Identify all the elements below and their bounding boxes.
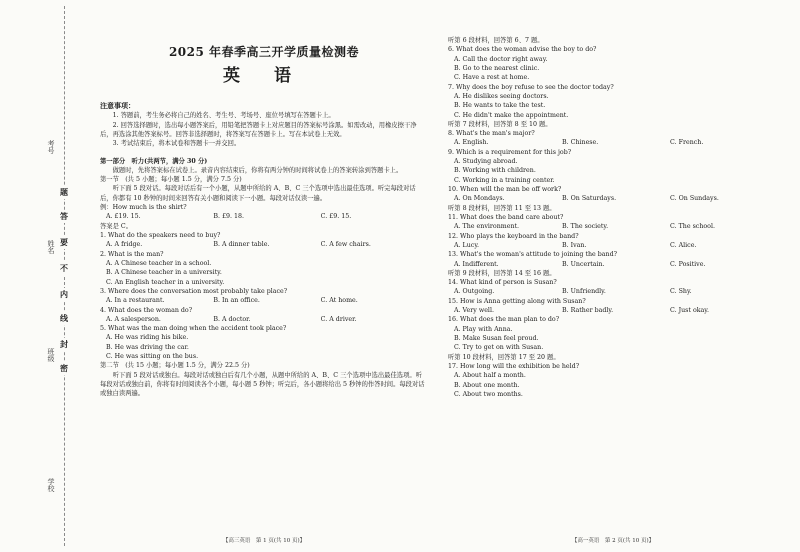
option: C. Have a rest at home. [454, 74, 530, 82]
option: C. Try to get on with Susan. [454, 344, 544, 352]
option: C. Working in a training center. [454, 176, 555, 184]
part1-intro: 做题时，先将答案标在试卷上。录音内容结束后，你将有两分钟的时间将试卷上的答案转涂到答题卡上。 [112, 166, 403, 174]
material-9-heading: 听第 9 段材料，回答第 14 至 16 题。 [448, 269, 556, 277]
option: A. On Mondays. [454, 195, 505, 203]
notice-item: 3. 考试结束后，将本试卷和答题卡一并交回。 [112, 140, 241, 148]
option: A. He was riding his bike. [106, 334, 189, 342]
option: C. The school. [670, 223, 715, 231]
page-1-column [100, 0, 428, 544]
seal-char: 内 [60, 289, 68, 299]
option: A. £19. 15. [106, 213, 141, 221]
name-label: 姓名 [47, 240, 55, 254]
option: B. About one month. [454, 381, 520, 389]
section2-intro: 听下面 5 段对话或独白。每段对话或独白后有几个小题，从题中所给的 A、B、C 三个选项中选出最佳选项。听每段对话或独白前，你将有时间阅读各个小题，每小题 5 秒钟；听完后，各小题将给出 5 秒钟的作答时间。每段对话或独白读两遍。 [100, 371, 425, 398]
option: B. Make Susan feel proud. [454, 335, 539, 342]
option: A. Lucy. [454, 241, 480, 249]
question-14: 14. What kind of person is Susan? [448, 279, 557, 287]
exam-number-label: 考号 [47, 140, 55, 154]
seal-dashed-line [64, 6, 65, 546]
question-11: 11. What does the band care about? [448, 213, 564, 221]
question-12: 12. Who plays the keyboard in the band? [448, 232, 579, 240]
option: A. About half a month. [454, 372, 526, 380]
question-1: 1. What do the speakers need to buy? [100, 232, 221, 240]
question-10-options [448, 194, 778, 203]
section1-heading: 第一节 (共 5 小题；每小题 1.5 分，满分 7.5 分) [100, 176, 242, 184]
question-1-options [100, 240, 428, 249]
school-label: 学校 [47, 478, 55, 492]
question-5: 5. What was the man doing when the accident took place? [100, 325, 287, 333]
question-8-options [448, 138, 778, 147]
question-17-options [448, 371, 778, 399]
option: B. A dinner table. [213, 241, 270, 249]
option: A. Call the doctor right away. [454, 55, 548, 63]
question-9: 9. Which is a requirement for this job? [448, 148, 572, 156]
option: B. A doctor. [213, 315, 251, 323]
question-5-options [100, 333, 428, 361]
question-6-options [448, 55, 778, 83]
question-2: 2. What is the man? [100, 250, 164, 258]
option: C. He didn't make the appointment. [454, 111, 569, 119]
option: B. Ivan. [562, 241, 587, 249]
binding-margin [0, 0, 90, 552]
option: A. A Chinese teacher in a school. [106, 259, 212, 267]
option: B. Uncertain. [562, 260, 605, 268]
option: C. On Sundays. [670, 195, 719, 203]
example-options [100, 212, 428, 221]
option: B. On Saturdays. [562, 195, 617, 203]
question-2-options [100, 259, 428, 287]
seal-char: 要 [60, 237, 68, 247]
section2-heading: 第二节 (共 15 小题；每小题 1.5 分，满分 22.5 分) [100, 362, 250, 370]
option: C. At home. [320, 297, 358, 305]
material-6-heading: 听第 6 段材料，回答第 6、7 题。 [448, 37, 544, 44]
option: C. A driver. [320, 315, 357, 323]
question-17: 17. How long will the exhibition be held? [448, 362, 580, 370]
option: C. He was sitting on the bus. [106, 353, 199, 361]
option: C. About two months. [454, 390, 523, 398]
section1-intro: 听下面 5 段对话。每段对话后有一个小题，从题中所给的 A、B、C 三个选项中选出最佳选项。听完每段对话后，你都有 10 秒钟的时间来回答有关小题和阅读下一小题。每段对话仅读一遍。 [100, 185, 416, 202]
notice-item: 1. 答题前，考生务必将自己的姓名、考生号、考场号、座位号填写在答题卡上。 [112, 112, 335, 120]
exam-title: 2025 年春季高三开学质量检测卷 [168, 45, 360, 59]
question-16: 16. What does the man plan to do? [448, 316, 560, 324]
option: A. Very well. [454, 307, 494, 315]
option: A. Outgoing. [454, 288, 495, 296]
subject-title: 英 语 [223, 65, 305, 86]
seal-char: 题 [60, 187, 68, 197]
option: B. A Chinese teacher in a university. [106, 269, 222, 277]
option: B. Unfriendly. [562, 288, 606, 296]
question-7-options [448, 92, 778, 120]
option: B. Go to the nearest clinic. [454, 64, 540, 72]
question-10: 10. When will the man be off work? [448, 186, 562, 193]
notice-list [100, 111, 428, 148]
seal-char: 封 [60, 339, 68, 349]
option: B. Working with children. [454, 167, 536, 175]
question-3: 3. Where does the conversation most probably take place? [100, 287, 288, 295]
option: C. Alice. [670, 241, 697, 249]
option: A. He dislikes seeing doctors. [454, 92, 549, 100]
page-2-column [448, 0, 778, 544]
question-15: 15. How is Anna getting along with Susan? [448, 297, 586, 305]
option: C. Just okay. [670, 307, 710, 315]
option: B. In an office. [213, 297, 260, 305]
page-1-footer-text: 【高三英语 第 1 页(共 10 页)】 [222, 538, 306, 544]
option: B. He wants to take the test. [454, 102, 546, 110]
seal-char: 不 [60, 263, 68, 273]
question-4-options [100, 315, 428, 324]
seal-char: 密 [60, 363, 68, 373]
notice-item: 2. 回答选择题时，选出每小题答案后，用铅笔把答题卡上对应题目的答案标号涂黑。如需改动，用橡皮擦干净后，再选涂其他答案标号。回答非选择题时，将答案写在答题卡上。写在本试卷上无效。 [100, 121, 417, 138]
option: B. He was driving the car. [106, 343, 189, 351]
question-14-options [448, 287, 778, 296]
question-11-options [448, 222, 778, 231]
option: C. French. [670, 139, 704, 147]
class-label: 班级 [47, 348, 55, 362]
option: A. Studying abroad. [454, 158, 518, 166]
question-13-options [448, 260, 778, 269]
material-8-heading: 听第 8 段材料，回答第 11 至 13 题。 [448, 204, 556, 212]
question-16-options [448, 325, 778, 353]
option: A. Play with Anna. [454, 325, 513, 333]
option: C. Positive. [670, 260, 706, 268]
option: C. Shy. [670, 288, 692, 296]
option: A. A fridge. [106, 241, 143, 249]
question-15-options [448, 306, 778, 315]
example-answer: 答案是 C。 [100, 222, 133, 230]
option: B. £9. 18. [213, 213, 244, 221]
question-12-options [448, 241, 778, 250]
question-6: 6. What does the woman advise the boy to do? [448, 46, 597, 54]
page-2-footer [448, 537, 778, 545]
example-question: 例：How much is the shirt? [100, 204, 187, 212]
page-2-footer-text: 【高一英语 第 2 页(共 10 页)】 [571, 538, 655, 544]
option: B. Chinese. [562, 139, 599, 147]
material-7-heading: 听第 7 段材料，回答第 8 至 10 题。 [448, 120, 552, 128]
seal-char: 答 [60, 211, 68, 221]
option: B. Rather badly. [562, 307, 614, 315]
question-9-options [448, 157, 778, 185]
question-13: 13. What's the woman's attitude to joining the band? [448, 251, 618, 259]
option: A. English. [454, 139, 489, 147]
question-4: 4. What does the woman do? [100, 306, 193, 314]
notice-heading: 注意事项： [100, 100, 135, 110]
question-7: 7. Why does the boy refuse to see the doctor today? [448, 83, 614, 91]
seal-char: 线 [60, 313, 68, 323]
option: B. The society. [562, 223, 609, 231]
question-3-options [100, 296, 428, 305]
option: C. An English teacher in a university. [106, 278, 225, 286]
option: A. In a restaurant. [106, 297, 165, 305]
option: A. The environment. [454, 223, 520, 231]
question-8: 8. What's the man's major? [448, 130, 535, 138]
option: A. Indifferent. [454, 260, 499, 268]
part1-heading: 第一部分 听力(共两节，满分 30 分) [100, 157, 208, 165]
page-1-footer [100, 537, 428, 545]
option: A. A salesperson. [106, 315, 161, 323]
option: C. £9. 15. [320, 213, 352, 221]
material-10-heading: 听第 10 段材料，回答第 17 至 20 题。 [448, 353, 560, 361]
option: C. A few chairs. [320, 241, 371, 249]
